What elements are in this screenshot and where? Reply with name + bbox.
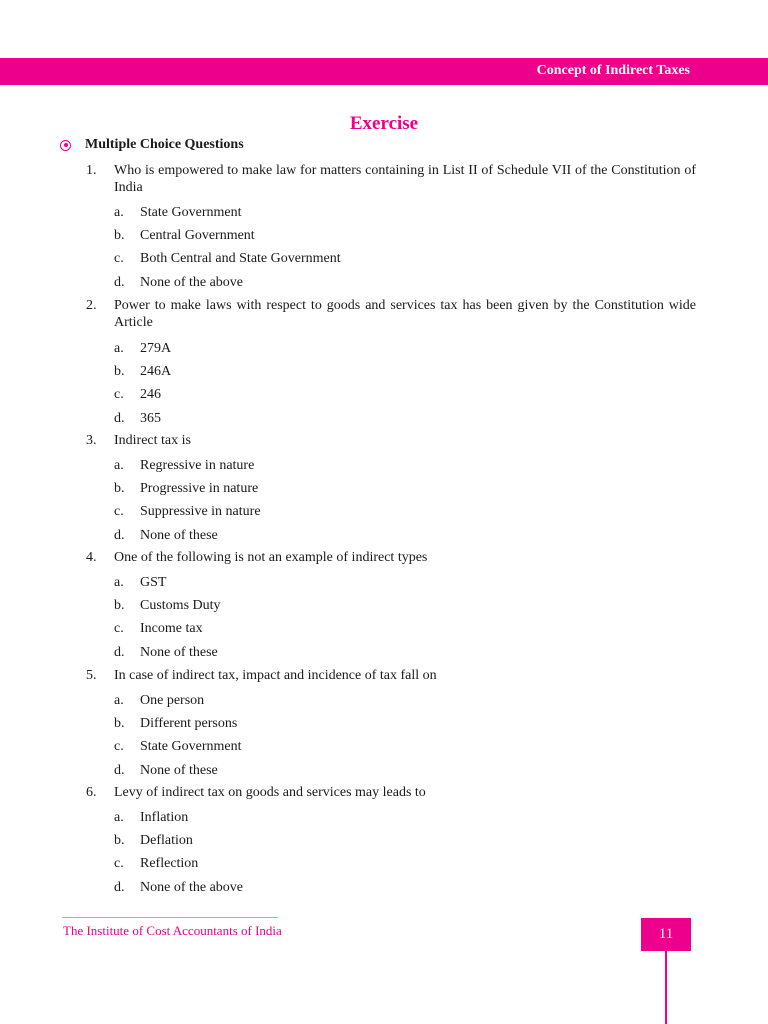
question-number: 4. xyxy=(86,550,97,565)
option-letter: b. xyxy=(114,364,125,380)
question-number: 2. xyxy=(86,298,97,313)
question-number: 5. xyxy=(86,668,97,683)
option-letter: d. xyxy=(114,879,125,895)
option-letter: a. xyxy=(114,458,124,473)
option-letter: a. xyxy=(114,341,124,356)
chapter-title: Concept of Indirect Taxes xyxy=(536,63,690,78)
option-letter: d. xyxy=(114,274,125,290)
option-text: Income tax xyxy=(140,621,203,637)
option-letter: b. xyxy=(114,228,125,244)
option-text: 279A xyxy=(140,341,172,356)
page-number-box xyxy=(641,918,691,951)
question-text: Who is empowered to make law for matters containing in List II of Schedule VII of the Constitution of India xyxy=(114,163,696,195)
option-text: None of these xyxy=(140,644,218,660)
footer-divider xyxy=(62,917,278,918)
question-text: Indirect tax is xyxy=(114,433,191,448)
option-text: 246 xyxy=(140,387,161,403)
option-text: State Government xyxy=(140,205,242,220)
option-letter: b. xyxy=(114,833,125,849)
option-text: 246A xyxy=(140,364,172,380)
question-text: In case of indirect tax, impact and incidence of tax fall on xyxy=(114,668,437,683)
footer-institute: The Institute of Cost Accountants of India xyxy=(63,923,282,938)
option-text: Customs Duty xyxy=(140,598,221,614)
option-letter: c. xyxy=(114,251,124,267)
option-text: Progressive in nature xyxy=(140,481,259,497)
option-text: Deflation xyxy=(140,833,193,849)
option-letter: b. xyxy=(114,716,125,732)
option-letter: d. xyxy=(114,644,125,660)
option-letter: d. xyxy=(114,410,125,426)
question-number: 1. xyxy=(86,163,97,178)
question-text: Power to make laws with respect to goods and services tax has been given by the Constitution wide Article xyxy=(114,298,696,330)
option-text: Central Government xyxy=(140,228,255,244)
option-text: None of the above xyxy=(140,879,244,895)
option-letter: a. xyxy=(114,205,124,220)
section-heading xyxy=(60,137,244,153)
option-letter: a. xyxy=(114,693,124,708)
option-letter: d. xyxy=(114,762,125,778)
option-text: 365 xyxy=(140,410,161,426)
page-number-line xyxy=(665,951,667,1024)
option-text: One person xyxy=(140,693,205,708)
option-text: Reflection xyxy=(140,856,199,872)
option-letter: c. xyxy=(114,621,124,637)
option-text: None of these xyxy=(140,527,218,543)
question-text: Levy of indirect tax on goods and services may leads to xyxy=(114,785,426,800)
section-heading-text: Multiple Choice Questions xyxy=(85,137,244,152)
option-letter: b. xyxy=(114,598,125,614)
circle-bullet-icon xyxy=(60,140,71,151)
option-letter: c. xyxy=(114,856,124,872)
option-text: None of the above xyxy=(140,274,244,290)
option-letter: c. xyxy=(114,387,124,403)
header-band xyxy=(0,58,768,85)
option-text: None of these xyxy=(140,762,218,778)
option-text: Regressive in nature xyxy=(140,458,255,473)
question-text: One of the following is not an example of indirect types xyxy=(114,550,428,565)
option-letter: a. xyxy=(114,575,124,590)
option-letter: a. xyxy=(114,810,124,825)
exercise-title: Exercise xyxy=(349,113,419,134)
page-number: 11 xyxy=(658,926,674,942)
option-text: State Government xyxy=(140,739,242,755)
question-number: 3. xyxy=(86,433,97,448)
option-letter: d. xyxy=(114,527,125,543)
option-letter: c. xyxy=(114,504,124,520)
option-text: Different persons xyxy=(140,716,238,732)
option-text: GST xyxy=(140,575,167,590)
question-number: 6. xyxy=(86,785,97,800)
option-text: Suppressive in nature xyxy=(140,504,261,520)
option-letter: b. xyxy=(114,481,125,497)
option-text: Inflation xyxy=(140,810,189,825)
option-text: Both Central and State Government xyxy=(140,251,341,267)
option-letter: c. xyxy=(114,739,124,755)
